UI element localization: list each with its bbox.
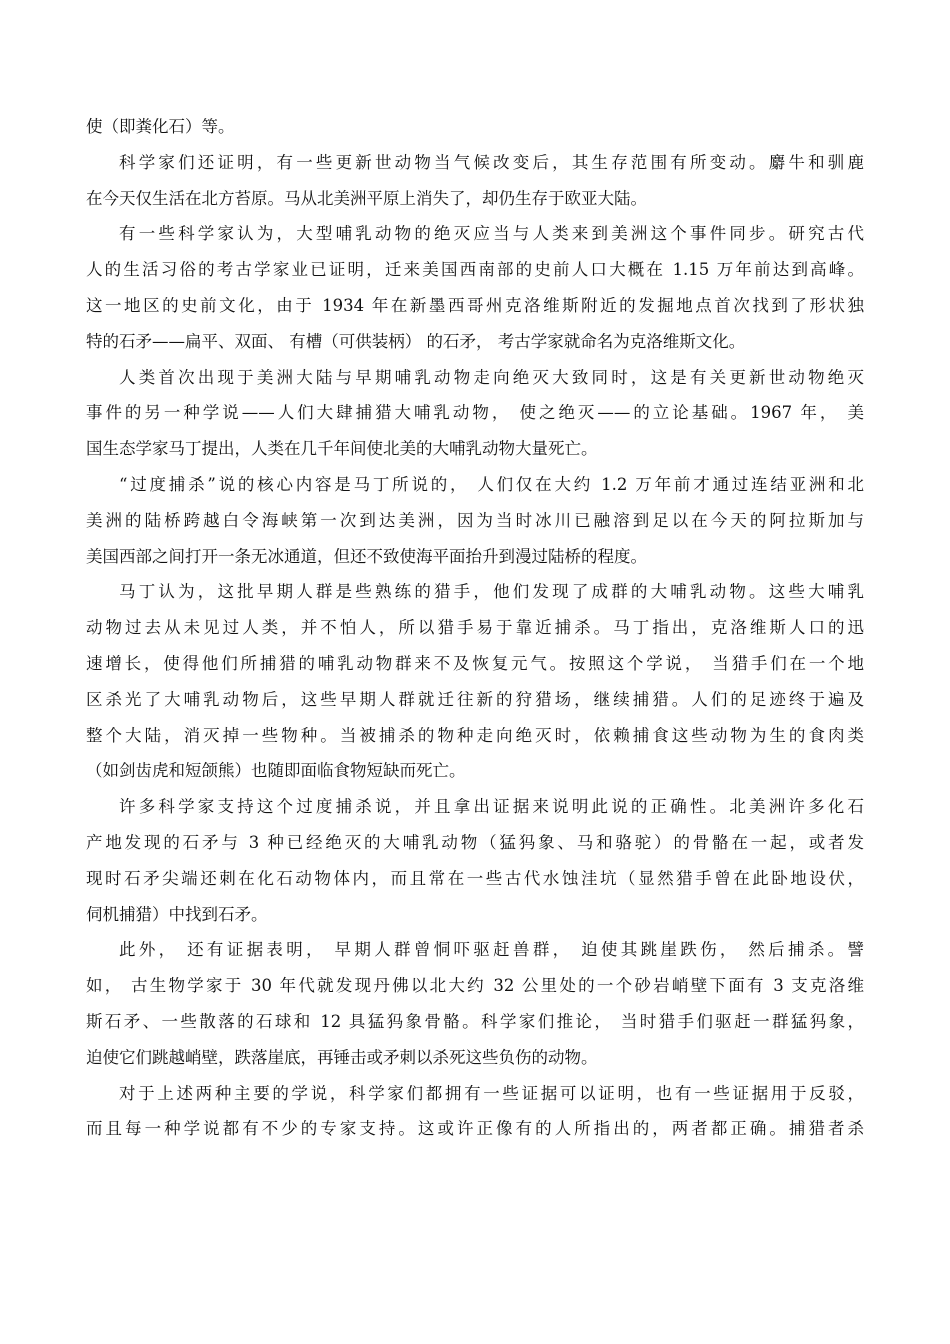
text-line: 斯石矛、一些散落的石球和 12 具猛犸象骨骼。科学家们推论， 当时猎手们驱赶一群猛犸象， bbox=[86, 1011, 864, 1031]
paragraph-5 bbox=[86, 467, 864, 574]
text-line: 产地发现的石矛与 3 种已经绝灭的大哺乳动物（猛犸象、马和骆驼）的骨骼在一起，或者发 bbox=[86, 832, 864, 852]
text-line: 科学家们还证明，有一些更新世动物当气候改变后，其生存范围有所变动。麝牛和驯鹿 bbox=[119, 152, 864, 172]
text-line: 伺机捕猎）中找到石矛。 bbox=[86, 904, 268, 924]
text-line: 使（即粪化石）等。 bbox=[86, 117, 235, 136]
text-line: 特的石矛——扁平、双面、 有槽（可供装柄） 的石矛， 考古学家就命名为克洛维斯文化。 bbox=[86, 331, 746, 351]
text-line: 而且每一种学说都有不少的专家支持。这或许正像有的人所指出的，两者都正确。捕猎者杀 bbox=[86, 1119, 864, 1139]
text-line: 国生态学家马丁提出，人类在几千年间使北美的大哺乳动物大量死亡。 bbox=[86, 439, 598, 459]
text-line: 此外， 还有证据表明， 早期人群曾恫吓驱赶兽群， 迫使其跳崖跌伤， 然后捕杀。譬 bbox=[119, 940, 864, 960]
paragraph-7 bbox=[86, 789, 864, 932]
text-line: “过度捕杀”说的核心内容是马丁所说的， 人们仅在大约 1.2 万年前才通过连结亚洲和北 bbox=[119, 474, 864, 494]
document-body bbox=[86, 109, 864, 1147]
paragraph-6 bbox=[86, 574, 864, 789]
paragraph-9 bbox=[86, 1076, 864, 1148]
text-line: 美洲的陆桥跨越白令海峡第一次到达美洲，因为当时冰川已融溶到足以在今天的阿拉斯加与 bbox=[86, 510, 864, 530]
text-line: 现时石矛尖端还刺在化石动物体内，而且常在一些古代水蚀洼坑（显然猎手曾在此卧地设伏， bbox=[86, 868, 864, 888]
paragraph-1 bbox=[86, 109, 864, 145]
text-line: 事件的另一种学说——人们大肆捕猎大哺乳动物， 使之绝灭——的立论基础。1967 年， 美 bbox=[86, 403, 864, 423]
text-line: 整个大陆，消灭掉一些物种。当被捕杀的物种走向绝灭时，依赖捕食这些动物为生的食肉类 bbox=[86, 725, 864, 745]
text-line: 这一地区的史前文化，由于 1934 年在新墨西哥州克洛维斯附近的发掘地点首次找到了形状独 bbox=[86, 295, 864, 315]
text-line: 马丁认为，这批早期人群是些熟练的猎手，他们发现了成群的大哺乳动物。这些大哺乳 bbox=[119, 582, 864, 602]
text-line: （如剑齿虎和短颌熊）也随即面临食物短缺而死亡。 bbox=[86, 761, 466, 781]
text-line: 区杀光了大哺乳动物后，这些早期人群就迁往新的狩猎场，继续捕猎。人们的足迹终于遍及 bbox=[86, 689, 864, 709]
text-line: 人类首次出现于美洲大陆与早期哺乳动物走向绝灭大致同时，这是有关更新世动物绝灭 bbox=[119, 367, 864, 387]
paragraph-4 bbox=[86, 360, 864, 467]
paragraph-3 bbox=[86, 216, 864, 359]
text-line: 许多科学家支持这个过度捕杀说，并且拿出证据来说明此说的正确性。北美洲许多化石 bbox=[119, 797, 864, 817]
text-line: 在今天仅生活在北方苔原。马从北美洲平原上消失了，却仍生存于欧亚大陆。 bbox=[86, 188, 647, 208]
text-line: 对于上述两种主要的学说，科学家们都拥有一些证据可以证明，也有一些证据用于反驳， bbox=[119, 1083, 864, 1103]
text-line: 人的生活习俗的考古学家业已证明，迁来美国西南部的史前人口大概在 1.15 万年前达到高峰。 bbox=[86, 260, 864, 280]
paragraph-2 bbox=[86, 145, 864, 217]
text-line: 有一些科学家认为，大型哺乳动物的绝灭应当与人类来到美洲这个事件同步。研究古代 bbox=[119, 224, 864, 244]
text-line: 动物过去从未见过人类，并不怕人，所以猎手易于靠近捕杀。马丁指出，克洛维斯人口的迅 bbox=[86, 618, 864, 638]
text-line: 如， 古生物学家于 30 年代就发现丹佛以北大约 32 公里处的一个砂岩峭壁下面有 3 支克洛维 bbox=[86, 976, 864, 996]
text-line: 美国西部之间打开一条无冰通道，但还不致使海平面抬升到漫过陆桥的程度。 bbox=[86, 546, 647, 566]
paragraph-8 bbox=[86, 932, 864, 1075]
text-line: 迫使它们跳越峭壁，跌落崖底，再锤击或矛刺以杀死这些负伤的动物。 bbox=[86, 1047, 598, 1067]
text-line: 速增长，使得他们所捕猎的哺乳动物群来不及恢复元气。按照这个学说， 当猎手们在一个地 bbox=[86, 653, 864, 673]
